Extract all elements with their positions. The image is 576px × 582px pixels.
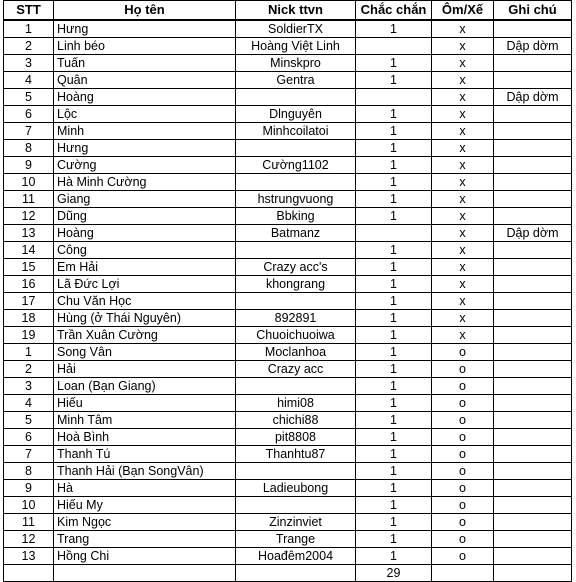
name-cell[interactable]: Hưng [54,140,236,157]
table-row [4,89,572,106]
om-xe-cell[interactable]: o [432,344,494,361]
sure-cell[interactable]: 1 [356,446,432,463]
om-xe-cell[interactable]: o [432,463,494,480]
om-xe-cell[interactable]: x [432,310,494,327]
sure-cell[interactable] [356,89,432,106]
table-row [4,259,572,276]
table-row [4,191,572,208]
nick-cell[interactable]: pit8808 [236,429,356,446]
stt-cell[interactable]: 6 [4,106,54,123]
sure-cell[interactable]: 1 [356,140,432,157]
stt-cell[interactable]: 2 [4,361,54,378]
table-row [4,293,572,310]
name-cell[interactable]: Hiếu [54,395,236,412]
sure-cell[interactable]: 1 [356,242,432,259]
sure-cell[interactable]: 1 [356,208,432,225]
stt-cell[interactable]: 19 [4,327,54,344]
table-row [4,225,572,242]
stt-cell[interactable]: 6 [4,429,54,446]
name-cell[interactable]: Hoàng [54,225,236,242]
note-cell[interactable] [494,446,572,463]
stt-cell[interactable]: 18 [4,310,54,327]
header-row [4,1,572,21]
sure-cell[interactable]: 1 [356,310,432,327]
nick-cell[interactable]: Minskpro [236,55,356,72]
nick-cell[interactable]: Batmanz [236,225,356,242]
om-xe-cell[interactable]: o [432,412,494,429]
table-cell[interactable] [432,565,494,582]
sure-cell[interactable]: 1 [356,395,432,412]
name-cell[interactable]: Loan (Bạn Giang) [54,378,236,395]
name-cell[interactable]: Công [54,242,236,259]
stt-cell[interactable]: 10 [4,174,54,191]
nick-cell[interactable]: Zinzinviet [236,514,356,531]
table-row [4,140,572,157]
nick-cell[interactable]: himi08 [236,395,356,412]
sure-cell[interactable]: 1 [356,429,432,446]
om-xe-cell[interactable]: x [432,20,494,38]
name-cell[interactable]: Chu Văn Học [54,293,236,310]
total-row [4,565,572,582]
nick-cell[interactable]: khongrang [236,276,356,293]
nick-cell[interactable] [236,242,356,259]
note-cell[interactable] [494,310,572,327]
note-cell[interactable] [494,242,572,259]
sure-cell[interactable] [356,225,432,242]
table-row [4,412,572,429]
note-cell[interactable] [494,259,572,276]
table-row [4,480,572,497]
nick-cell[interactable] [236,463,356,480]
om-xe-cell[interactable]: x [432,72,494,89]
note-cell[interactable] [494,55,572,72]
note-cell[interactable] [494,208,572,225]
sure-cell[interactable]: 1 [356,361,432,378]
sure-cell[interactable]: 1 [356,259,432,276]
nick-cell[interactable] [236,174,356,191]
name-cell[interactable]: Trang [54,531,236,548]
header-om-xe[interactable]: Ôm/Xế [432,1,494,21]
table-row [4,38,572,55]
om-xe-cell[interactable]: x [432,174,494,191]
om-xe-cell[interactable]: x [432,140,494,157]
note-cell[interactable] [494,497,572,514]
om-xe-cell[interactable]: x [432,208,494,225]
sure-cell[interactable]: 1 [356,55,432,72]
om-xe-cell[interactable]: o [432,429,494,446]
note-cell[interactable] [494,361,572,378]
om-xe-cell[interactable]: x [432,191,494,208]
table-cell[interactable] [236,565,356,582]
note-cell[interactable] [494,514,572,531]
table-row [4,463,572,480]
table-row [4,310,572,327]
stt-cell[interactable]: 4 [4,72,54,89]
stt-cell[interactable]: 9 [4,480,54,497]
name-cell[interactable]: Lã Đức Lợi [54,276,236,293]
nick-cell[interactable]: Thanhtu87 [236,446,356,463]
om-xe-cell[interactable]: x [432,242,494,259]
stt-cell[interactable]: 12 [4,531,54,548]
table-row [4,72,572,89]
sure-cell[interactable]: 1 [356,327,432,344]
table-row [4,55,572,72]
nick-cell[interactable] [236,378,356,395]
stt-cell[interactable]: 3 [4,55,54,72]
om-xe-cell[interactable]: o [432,395,494,412]
sure-cell[interactable]: 1 [356,378,432,395]
stt-cell[interactable]: 5 [4,412,54,429]
note-cell[interactable] [494,344,572,361]
nick-cell[interactable]: Ladieubong [236,480,356,497]
note-cell[interactable] [494,140,572,157]
note-cell[interactable] [494,123,572,140]
om-xe-cell[interactable]: x [432,259,494,276]
om-xe-cell[interactable]: o [432,514,494,531]
sure-cell[interactable]: 1 [356,191,432,208]
table-row [4,429,572,446]
table-row [4,20,572,38]
note-cell[interactable] [494,276,572,293]
attendance-table [3,0,572,582]
nick-cell[interactable] [236,140,356,157]
table-row [4,361,572,378]
nick-cell[interactable]: Hoađêm2004 [236,548,356,565]
table-row [4,242,572,259]
name-cell[interactable]: Thanh Hải (Bạn SongVân) [54,463,236,480]
stt-cell[interactable]: 13 [4,225,54,242]
note-cell[interactable] [494,548,572,565]
om-xe-cell[interactable]: x [432,106,494,123]
sure-cell[interactable] [356,38,432,55]
nick-cell[interactable]: Crazy acc [236,361,356,378]
name-cell[interactable]: Hùng (ở Thái Nguyên) [54,310,236,327]
header-stt[interactable]: STT [4,1,54,21]
note-cell[interactable] [494,157,572,174]
name-cell[interactable]: Giang [54,191,236,208]
stt-cell[interactable]: 7 [4,446,54,463]
name-cell[interactable]: Minh Tâm [54,412,236,429]
name-cell[interactable]: Hải [54,361,236,378]
om-xe-cell[interactable]: o [432,361,494,378]
stt-cell[interactable]: 7 [4,123,54,140]
header-nick[interactable]: Nick ttvn [236,1,356,21]
nick-cell[interactable] [236,89,356,106]
nick-cell[interactable]: Trange [236,531,356,548]
stt-cell[interactable]: 16 [4,276,54,293]
name-cell[interactable]: Trần Xuân Cường [54,327,236,344]
nick-cell[interactable]: Moclanhoa [236,344,356,361]
name-cell[interactable]: Hà Minh Cường [54,174,236,191]
table-row [4,174,572,191]
note-cell[interactable]: Dập dờm [494,89,572,106]
note-cell[interactable] [494,174,572,191]
note-cell[interactable]: Dập dờm [494,38,572,55]
name-cell[interactable]: Kim Ngọc [54,514,236,531]
note-cell[interactable] [494,327,572,344]
name-cell[interactable]: Em Hải [54,259,236,276]
name-cell[interactable]: Hồng Chi [54,548,236,565]
stt-cell[interactable]: 1 [4,20,54,38]
stt-cell[interactable]: 15 [4,259,54,276]
table-row [4,395,572,412]
sure-cell[interactable]: 1 [356,548,432,565]
nick-cell[interactable]: Crazy acc's [236,259,356,276]
name-cell[interactable]: Linh béo [54,38,236,55]
total-cell[interactable]: 29 [356,565,432,582]
name-cell[interactable]: Cường [54,157,236,174]
stt-cell[interactable]: 4 [4,395,54,412]
note-cell[interactable]: Dập dờm [494,225,572,242]
stt-cell[interactable]: 13 [4,548,54,565]
om-xe-cell[interactable]: x [432,89,494,106]
note-cell[interactable] [494,191,572,208]
table-row [4,514,572,531]
sure-cell[interactable]: 1 [356,276,432,293]
nick-cell[interactable]: SoldierTX [236,20,356,38]
nick-cell[interactable]: chichi88 [236,412,356,429]
stt-cell[interactable]: 1 [4,344,54,361]
header-note[interactable]: Ghi chú [494,1,572,21]
name-cell[interactable]: Hiếu My [54,497,236,514]
stt-cell[interactable]: 17 [4,293,54,310]
note-cell[interactable] [494,293,572,310]
stt-cell[interactable]: 2 [4,38,54,55]
name-cell[interactable]: Lộc [54,106,236,123]
sure-cell[interactable]: 1 [356,293,432,310]
name-cell[interactable]: Thanh Tú [54,446,236,463]
note-cell[interactable] [494,20,572,38]
note-cell[interactable] [494,480,572,497]
table-row [4,497,572,514]
stt-cell[interactable]: 3 [4,378,54,395]
om-xe-cell[interactable]: o [432,548,494,565]
sure-cell[interactable]: 1 [356,123,432,140]
om-xe-cell[interactable]: x [432,157,494,174]
sure-cell[interactable]: 1 [356,463,432,480]
om-xe-cell[interactable]: x [432,293,494,310]
nick-cell[interactable]: Chuoichuoiwa [236,327,356,344]
om-xe-cell[interactable]: o [432,497,494,514]
note-cell[interactable] [494,72,572,89]
om-xe-cell[interactable]: o [432,446,494,463]
table-row [4,276,572,293]
sure-cell[interactable]: 1 [356,157,432,174]
stt-cell[interactable]: 11 [4,191,54,208]
table-row [4,446,572,463]
table-row [4,531,572,548]
table-row [4,208,572,225]
note-cell[interactable] [494,395,572,412]
table-cell[interactable] [54,565,236,582]
table-row [4,123,572,140]
om-xe-cell[interactable]: x [432,276,494,293]
om-xe-cell[interactable]: x [432,225,494,242]
om-xe-cell[interactable]: o [432,378,494,395]
om-xe-cell[interactable]: x [432,55,494,72]
header-sure[interactable]: Chắc chắn [356,1,432,21]
nick-cell[interactable]: Cường1102 [236,157,356,174]
note-cell[interactable] [494,429,572,446]
om-xe-cell[interactable]: x [432,327,494,344]
note-cell[interactable] [494,106,572,123]
name-cell[interactable]: Dũng [54,208,236,225]
stt-cell[interactable]: 8 [4,463,54,480]
nick-cell[interactable]: Hoàng Việt Linh [236,38,356,55]
stt-cell[interactable]: 14 [4,242,54,259]
note-cell[interactable] [494,412,572,429]
header-name[interactable]: Họ tên [54,1,236,21]
table-cell[interactable] [494,565,572,582]
nick-cell[interactable]: hstrungvuong [236,191,356,208]
name-cell[interactable]: Hà [54,480,236,497]
sure-cell[interactable]: 1 [356,497,432,514]
nick-cell[interactable] [236,497,356,514]
sure-cell[interactable]: 1 [356,20,432,38]
om-xe-cell[interactable]: x [432,38,494,55]
table-cell[interactable] [4,565,54,582]
sure-cell[interactable]: 1 [356,480,432,497]
name-cell[interactable]: Minh [54,123,236,140]
sure-cell[interactable]: 1 [356,174,432,191]
note-cell[interactable] [494,463,572,480]
stt-cell[interactable]: 8 [4,140,54,157]
table-row [4,378,572,395]
stt-cell[interactable]: 9 [4,157,54,174]
sure-cell[interactable]: 1 [356,531,432,548]
om-xe-cell[interactable]: o [432,531,494,548]
table-row [4,327,572,344]
stt-cell[interactable]: 5 [4,89,54,106]
nick-cell[interactable]: Gentra [236,72,356,89]
nick-cell[interactable]: 892891 [236,310,356,327]
sure-cell[interactable]: 1 [356,72,432,89]
om-xe-cell[interactable]: o [432,480,494,497]
sure-cell[interactable]: 1 [356,344,432,361]
om-xe-cell[interactable]: x [432,123,494,140]
table-row [4,106,572,123]
name-cell[interactable]: Hưng [54,20,236,38]
name-cell[interactable]: Tuấn [54,55,236,72]
table-row [4,157,572,174]
sure-cell[interactable]: 1 [356,412,432,429]
nick-cell[interactable]: Bbking [236,208,356,225]
table-row [4,344,572,361]
sure-cell[interactable]: 1 [356,514,432,531]
nick-cell[interactable]: Dlnguyên [236,106,356,123]
nick-cell[interactable] [236,293,356,310]
name-cell[interactable]: Hoàng [54,89,236,106]
name-cell[interactable]: Song Vân [54,344,236,361]
nick-cell[interactable]: Minhcoilatoi [236,123,356,140]
note-cell[interactable] [494,378,572,395]
name-cell[interactable]: Quân [54,72,236,89]
stt-cell[interactable]: 11 [4,514,54,531]
note-cell[interactable] [494,531,572,548]
stt-cell[interactable]: 10 [4,497,54,514]
table-row [4,548,572,565]
stt-cell[interactable]: 12 [4,208,54,225]
sure-cell[interactable]: 1 [356,106,432,123]
name-cell[interactable]: Hoà Bình [54,429,236,446]
